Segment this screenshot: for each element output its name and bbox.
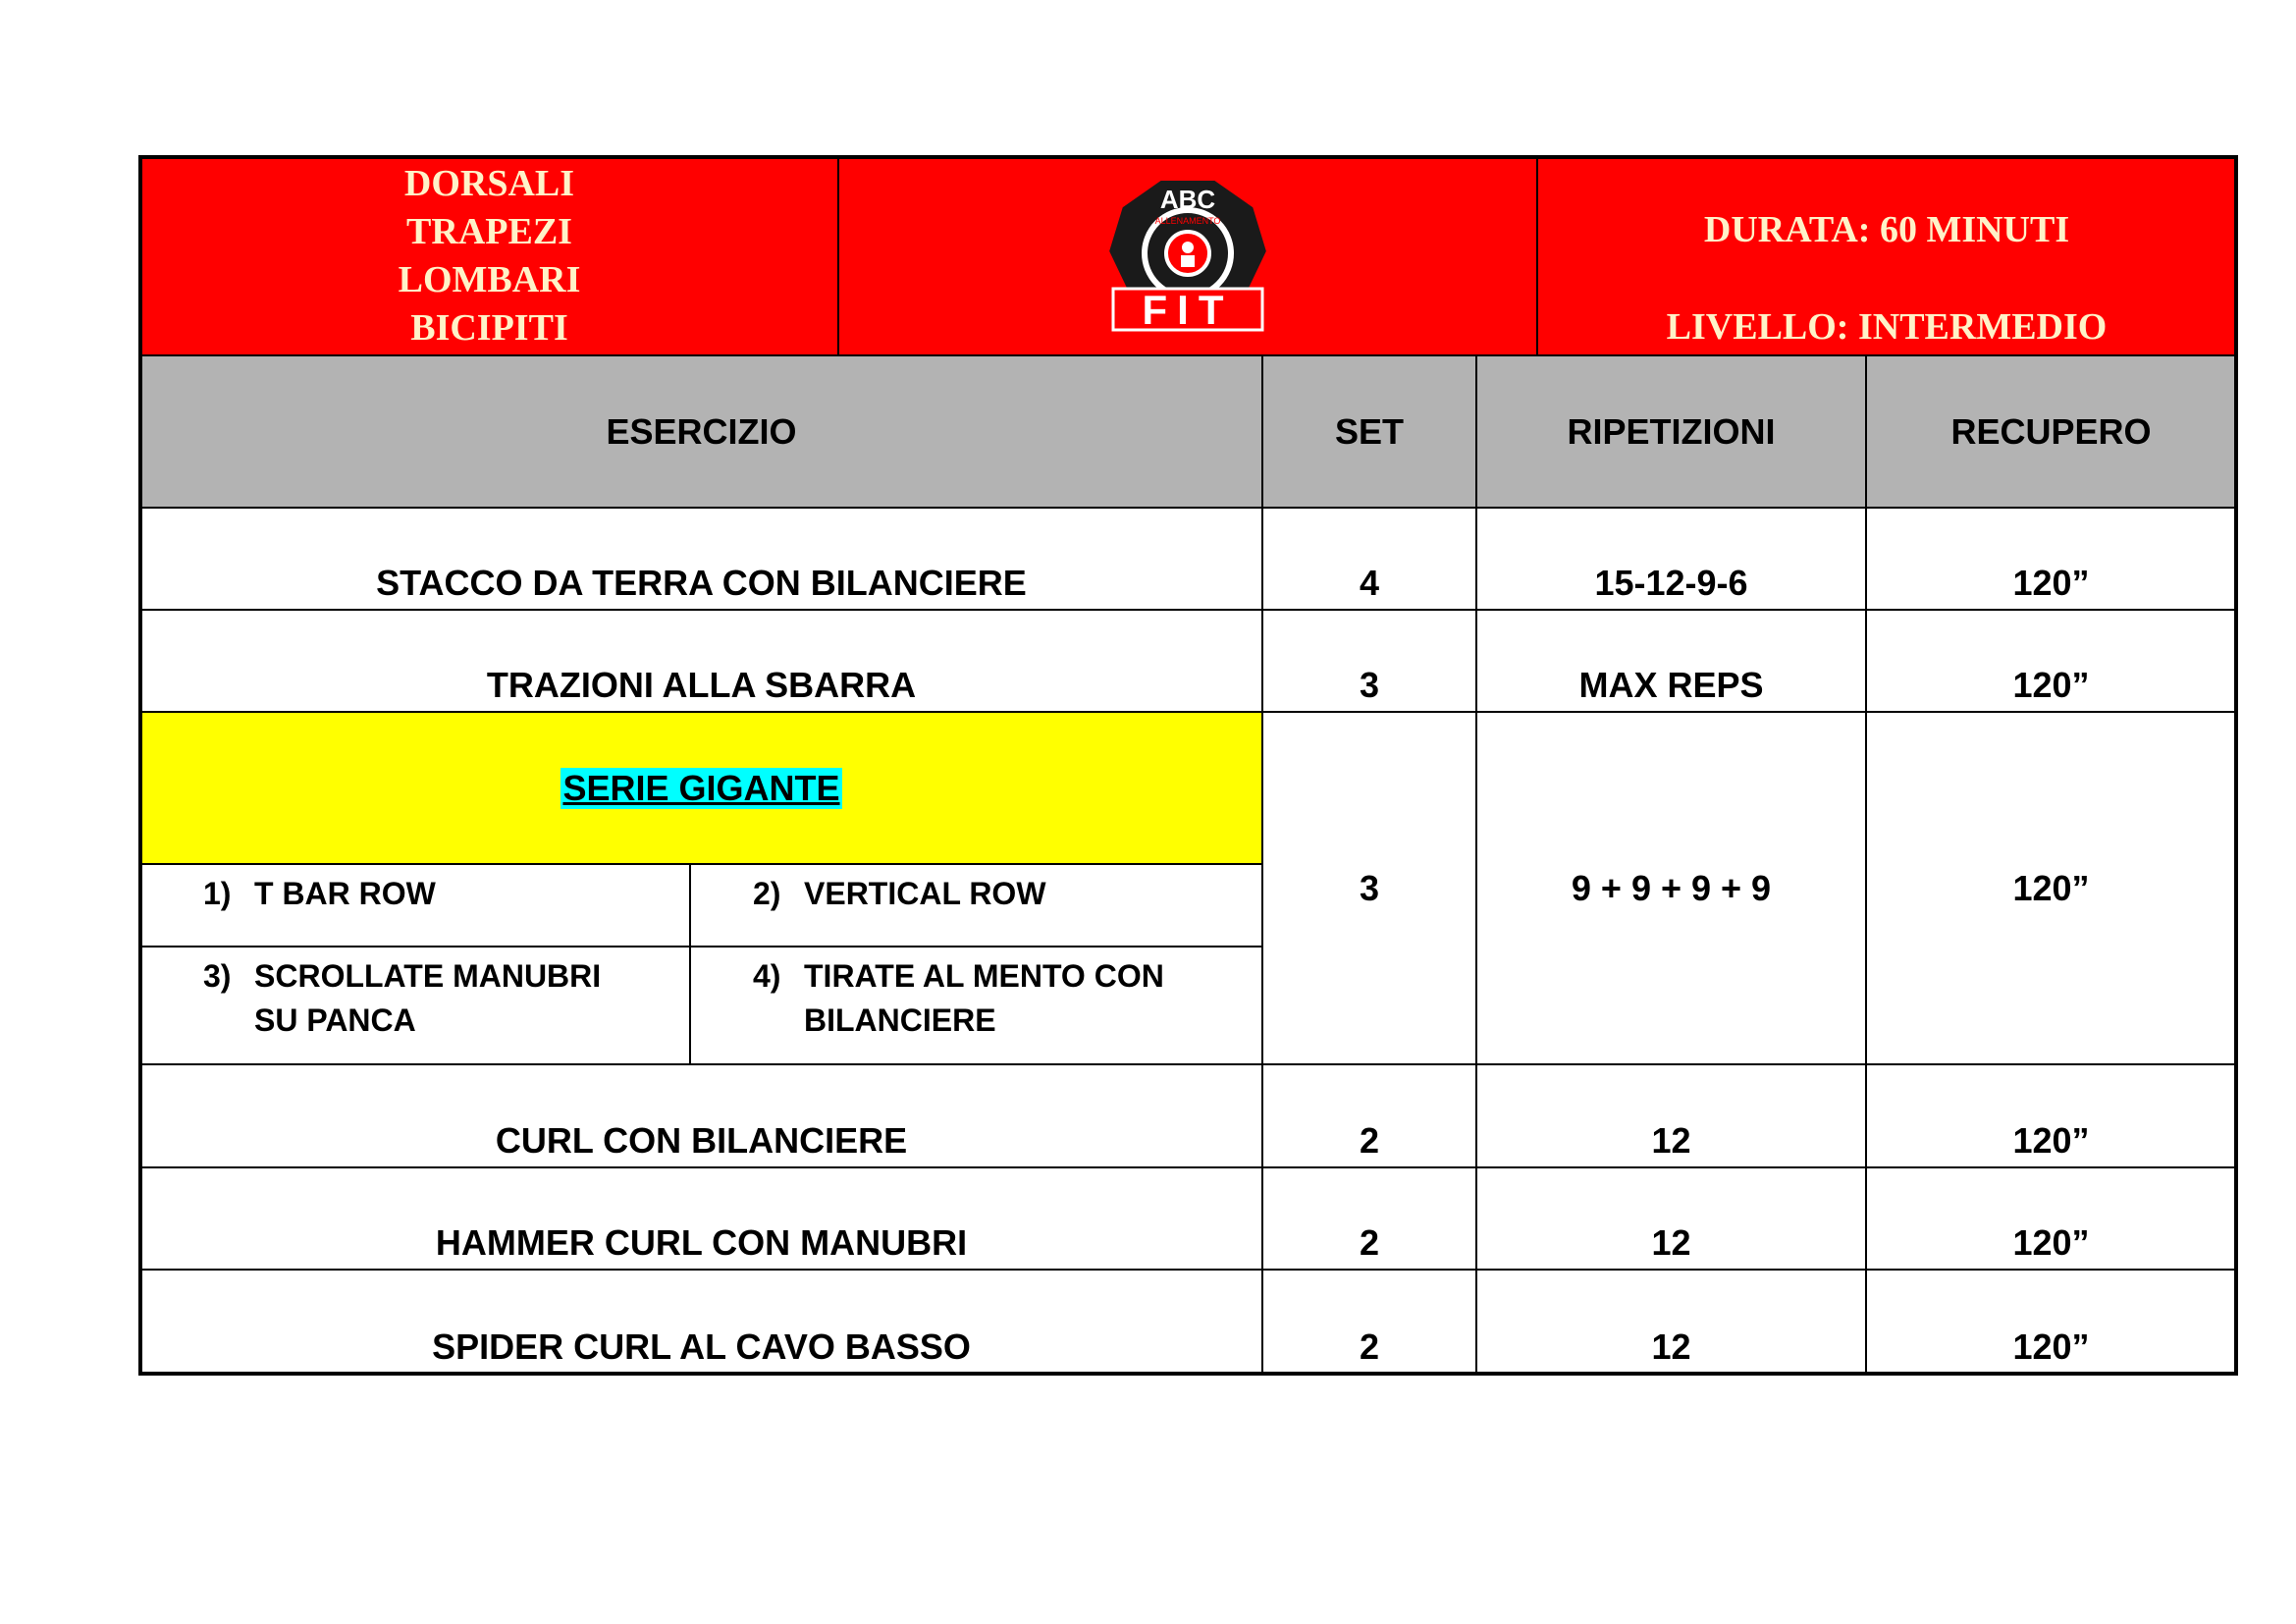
grid-line <box>140 507 2236 509</box>
grid-line <box>140 1063 2236 1065</box>
grid-line <box>1536 157 1538 355</box>
table-row-rest: 120” <box>2012 1222 2090 1263</box>
grid-line <box>140 863 1262 865</box>
giant-set-title-cell <box>140 712 1262 864</box>
table-row-reps: 15-12-9-6 <box>1594 563 1748 603</box>
table-row-sets: 2 <box>1359 1222 1380 1263</box>
session-info-cell <box>1537 157 2236 355</box>
logo-bottom-text: FIT <box>1142 287 1234 333</box>
table-row-rest: 120” <box>2012 563 2090 603</box>
table-row-exercise: SPIDER CURL AL CAVO BASSO <box>432 1326 971 1367</box>
grid-line <box>1475 355 1477 1374</box>
muscle-group: TRAPEZI <box>406 211 572 252</box>
logo-top-text: ABC <box>1159 185 1216 214</box>
column-header-reps <box>1476 355 1866 508</box>
table-row-reps: 12 <box>1651 1326 1691 1367</box>
muscle-groups-list <box>399 160 581 352</box>
level-text: LIVELLO: INTERMEDIO <box>1666 306 2108 348</box>
table-row-sets: 2 <box>1359 1120 1380 1161</box>
grid-line <box>140 609 2236 611</box>
logo-cell <box>838 157 1537 355</box>
table-border <box>138 1372 2238 1376</box>
table-row-reps: MAX REPS <box>1578 665 1764 705</box>
table-row-exercise: HAMMER CURL CON MANUBRI <box>435 1222 968 1263</box>
muscle-group: LOMBARI <box>398 259 581 300</box>
grid-line <box>140 1269 2236 1271</box>
column-header-label: RECUPERO <box>1950 410 2152 452</box>
giant-set-reps: 9 + 9 + 9 + 9 <box>1571 867 1772 908</box>
column-header-rest <box>1866 355 2236 508</box>
table-row-exercise: CURL CON BILANCIERE <box>495 1120 908 1161</box>
muscle-groups-cell <box>140 157 838 355</box>
giant-set-item: 2) VERTICAL ROW <box>753 876 1046 911</box>
column-header-exercise <box>140 355 1262 508</box>
muscle-group: BICIPITI <box>410 307 568 349</box>
grid-line <box>1865 355 1867 1374</box>
duration-text: DURATA: 60 MINUTI <box>1703 209 2070 250</box>
column-header-label: SET <box>1334 410 1404 452</box>
table-row-sets: 4 <box>1359 563 1380 603</box>
grid-line <box>140 946 1262 947</box>
table-row-reps: 12 <box>1651 1120 1691 1161</box>
giant-set-item: 3) SCROLLATE MANUBRI SU PANCA <box>203 958 602 1038</box>
table-row-exercise: TRAZIONI ALLA SBARRA <box>486 665 917 705</box>
giant-set-item: 1) T BAR ROW <box>203 876 436 911</box>
table-row-sets: 2 <box>1359 1326 1380 1367</box>
logo-ring-text: ALLENAMENTO <box>1154 216 1221 226</box>
giant-set-title: SERIE GIGANTE <box>562 767 840 808</box>
giant-set-rest: 120” <box>2012 867 2090 908</box>
grid-line <box>837 157 839 355</box>
grid-line <box>140 711 2236 713</box>
table-border <box>138 155 2238 159</box>
table-border <box>2234 155 2238 1376</box>
grid-line <box>140 1166 2236 1168</box>
grid-line <box>1261 355 1263 1374</box>
table-row-sets: 3 <box>1359 665 1380 705</box>
table-row-reps: 12 <box>1651 1222 1691 1263</box>
muscle-group: DORSALI <box>403 163 575 204</box>
abc-fit-logo <box>1099 173 1276 340</box>
column-header-label: RIPETIZIONI <box>1567 410 1776 452</box>
table-border <box>138 155 142 1376</box>
grid-line <box>689 864 691 1064</box>
grid-line <box>140 354 2236 356</box>
column-header-sets <box>1262 355 1476 508</box>
table-row-rest: 120” <box>2012 1326 2090 1367</box>
table-row-rest: 120” <box>2012 665 2090 705</box>
giant-set-item: 4) TIRATE AL MENTO CON BILANCIERE <box>753 958 1164 1038</box>
table-row-rest: 120” <box>2012 1120 2090 1161</box>
giant-set-sets: 3 <box>1359 867 1380 908</box>
column-header-label: ESERCIZIO <box>606 410 797 452</box>
table-row-exercise: STACCO DA TERRA CON BILANCIERE <box>376 563 1027 603</box>
